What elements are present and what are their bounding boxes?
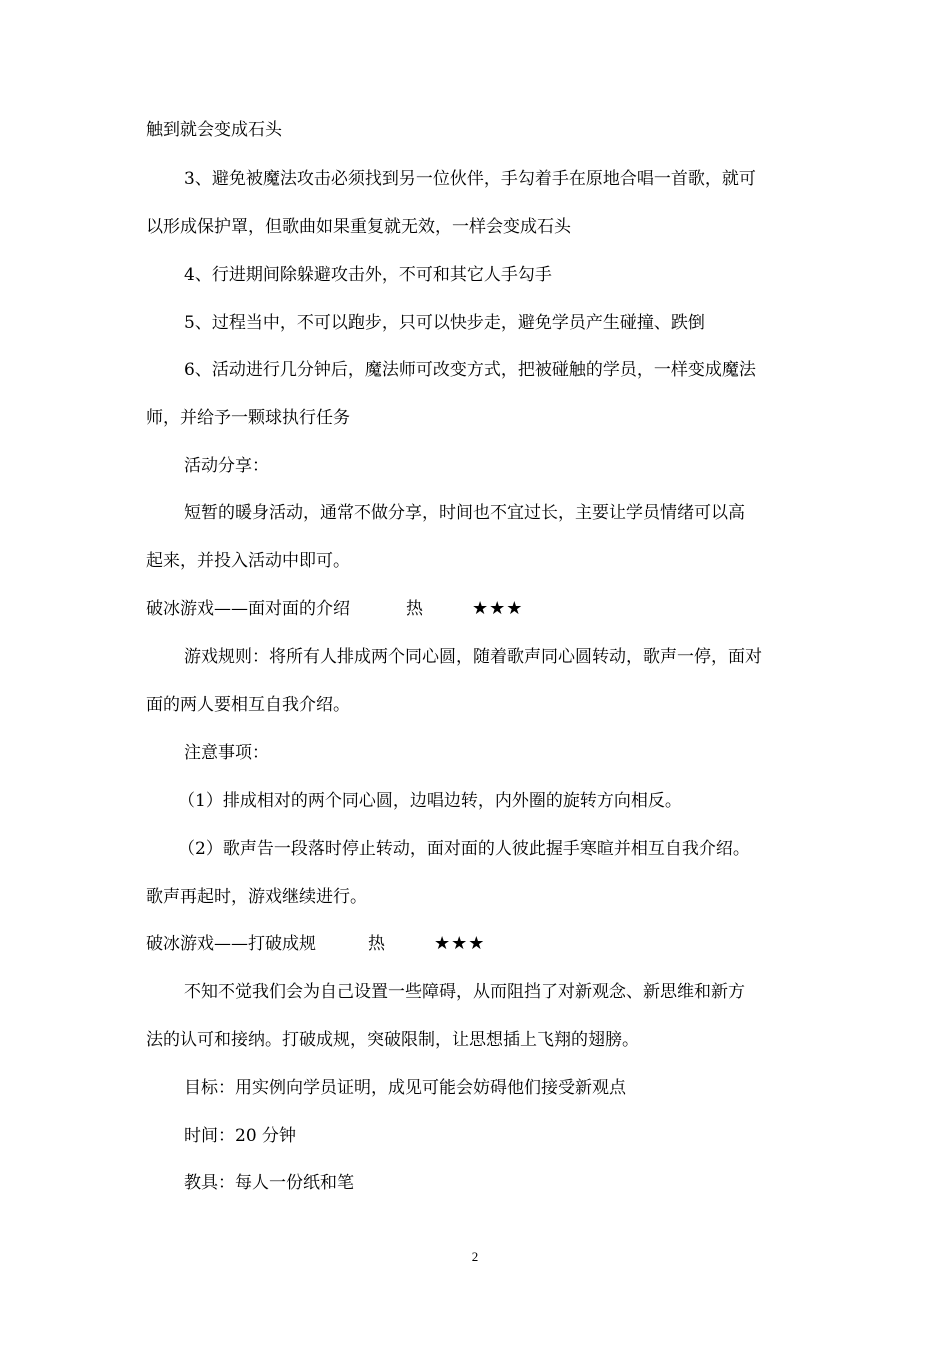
- page-number: 2: [471, 1249, 479, 1264]
- paragraph-line: 4、行进期间除躲避攻击外，不可和其它人手勾手: [184, 265, 552, 285]
- paragraph-line: 教具：每人一份纸和笔: [184, 1173, 354, 1193]
- section-label: 注意事项：: [184, 743, 269, 763]
- list-item: （2）歌声告一段落时停止转动，面对面的人彼此握手寒暄并相互自我介绍。: [178, 839, 750, 859]
- heat-label: 热: [368, 934, 385, 954]
- game-title: 破冰游戏——打破成规: [146, 934, 316, 954]
- list-item: （1）排成相对的两个同心圆，边唱边转，内外圈的旋转方向相反。: [178, 791, 682, 811]
- paragraph-line: 师，并给予一颗球执行任务: [146, 408, 350, 428]
- paragraph-line: 游戏规则：将所有人排成两个同心圆，随着歌声同心圆转动，歌声一停，面对: [184, 647, 762, 667]
- paragraph-line: 面的两人要相互自我介绍。: [146, 695, 350, 715]
- paragraph-line: 目标：用实例向学员证明，成见可能会妨碍他们接受新观点: [184, 1078, 626, 1098]
- paragraph-line: 以形成保护罩，但歌曲如果重复就无效，一样会变成石头: [146, 217, 571, 237]
- heat-label: 热: [406, 599, 423, 619]
- game-title: 破冰游戏——面对面的介绍: [146, 599, 350, 619]
- paragraph-line: 短暂的暖身活动，通常不做分享，时间也不宜过长，主要让学员情绪可以高: [184, 503, 745, 523]
- paragraph-line: 3、避免被魔法攻击必须找到另一位伙伴，手勾着手在原地合唱一首歌，就可: [184, 169, 756, 189]
- section-label: 活动分享：: [184, 456, 269, 476]
- paragraph-line: 时间：20 分钟: [184, 1126, 297, 1146]
- paragraph-line: 不知不觉我们会为自己设置一些障碍，从而阻挡了对新观念、新思维和新方: [184, 982, 745, 1002]
- paragraph-line: 歌声再起时，游戏继续进行。: [146, 887, 367, 907]
- paragraph-line: 5、过程当中，不可以跑步，只可以快步走，避免学员产生碰撞、跌倒: [184, 313, 705, 333]
- paragraph-line: 触到就会变成石头: [146, 120, 282, 140]
- game-heading: [146, 932, 486, 956]
- star-rating: ★★★: [472, 598, 524, 619]
- star-rating: ★★★: [434, 933, 486, 954]
- paragraph-line: 6、活动进行几分钟后，魔法师可改变方式，把被碰触的学员，一样变成魔法: [184, 360, 756, 380]
- paragraph-line: 起来，并投入活动中即可。: [146, 551, 350, 571]
- paragraph-line: 法的认可和接纳。打破成规，突破限制，让思想插上飞翔的翅膀。: [146, 1030, 639, 1050]
- game-heading: [146, 597, 524, 621]
